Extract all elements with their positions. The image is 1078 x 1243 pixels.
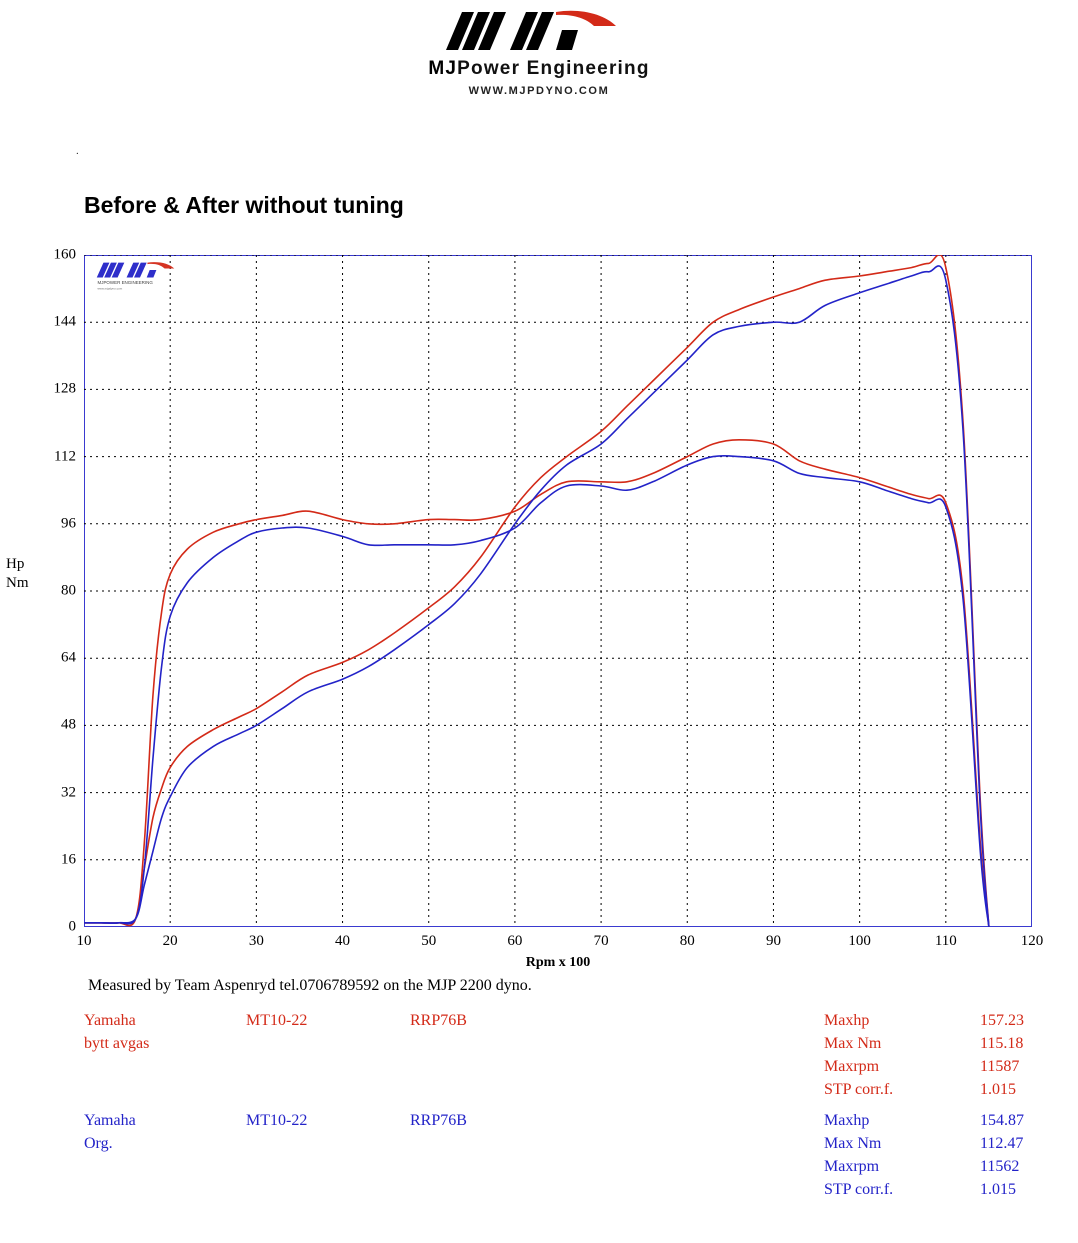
- y-tick-112: 112: [54, 448, 76, 465]
- legend-row: [84, 1112, 784, 1135]
- run1-stat-1-value: 115.18: [980, 1035, 1024, 1052]
- plot-canvas: [84, 255, 1032, 927]
- brand-url: WWW.MJPDYNO.COM: [468, 85, 610, 97]
- legend-run2-stats: [824, 1112, 1064, 1204]
- x-tick-20: 20: [162, 933, 178, 949]
- brand-title-rest: Power Engineering: [457, 58, 650, 79]
- run1-make: Yamaha: [84, 1012, 136, 1029]
- x-tick-50: 50: [421, 933, 437, 949]
- run1-stat-2-value: 11587: [980, 1058, 1020, 1075]
- legend-run1-left: [84, 1012, 784, 1058]
- legend-stat-row: [824, 1081, 1064, 1104]
- y-axis-label-hp: Hp: [6, 556, 25, 572]
- run1-code: RRP76B: [410, 1012, 467, 1029]
- x-tick-60: 60: [507, 933, 523, 949]
- y-tick-32: 32: [61, 784, 76, 801]
- y-tick-80: 80: [61, 582, 76, 599]
- x-tick-110: 110: [934, 933, 957, 949]
- run1-note: bytt avgas: [84, 1035, 150, 1052]
- stray-mark: .: [76, 145, 79, 157]
- x-tick-120: 120: [1020, 933, 1044, 949]
- legend-stat-row: [824, 1158, 1064, 1181]
- brand-header: [0, 8, 1078, 97]
- run2-stat-2-key: Maxrpm: [824, 1158, 880, 1175]
- legend-row: [84, 1035, 784, 1058]
- run2-stat-1-key: Max Nm: [824, 1135, 882, 1152]
- run1-stat-0-key: Maxhp: [824, 1012, 870, 1029]
- run1-model: MT10-22: [246, 1012, 308, 1029]
- mj-watermark-icon: [96, 261, 178, 291]
- y-axis-label: [6, 555, 29, 593]
- y-tick-0: 0: [68, 918, 76, 935]
- legend-row: [84, 1135, 784, 1158]
- brand-title: [0, 58, 1078, 80]
- x-tick-80: 80: [679, 933, 695, 949]
- x-tick-70: 70: [593, 933, 609, 949]
- mj-stripes-logo-icon: [444, 8, 634, 54]
- y-tick-128: 128: [53, 380, 76, 397]
- y-tick-64: 64: [61, 649, 76, 666]
- run1-stat-2-key: Maxrpm: [824, 1058, 880, 1075]
- legend-stat-row: [824, 1035, 1064, 1058]
- run2-make: Yamaha: [84, 1112, 136, 1129]
- legend-row: [84, 1012, 784, 1035]
- series-line-3: [84, 266, 989, 927]
- series-line-2: [84, 456, 989, 927]
- y-tick-48: 48: [61, 716, 76, 733]
- legend-stat-row: [824, 1135, 1064, 1158]
- legend-stat-row: [824, 1058, 1064, 1081]
- x-tick-100: 100: [848, 933, 871, 949]
- run2-stat-0-value: 154.87: [980, 1112, 1024, 1129]
- run2-stat-2-value: 11562: [980, 1158, 1020, 1175]
- x-axis-label: Rpm x 100: [525, 955, 591, 970]
- grid-lines: [84, 255, 1032, 927]
- legend-stat-row: [824, 1012, 1064, 1035]
- x-tick-30: 30: [248, 933, 264, 949]
- x-tick-40: 40: [335, 933, 351, 949]
- svg-text:MJPOWER ENGINEERING: MJPOWER ENGINEERING: [97, 280, 153, 286]
- x-tick-90: 90: [765, 933, 781, 949]
- legend-run1-stats: [824, 1012, 1064, 1104]
- y-tick-160: 160: [53, 246, 76, 263]
- page-title: Before & After without tuning: [84, 192, 404, 218]
- y-tick-144: 144: [53, 313, 76, 330]
- legend-stat-row: [824, 1112, 1064, 1135]
- measurement-caption: Measured by Team Aspenryd tel.0706789592 on the MJP 2200 dyno.: [88, 977, 532, 994]
- run1-stat-3-key: STP corr.f.: [824, 1081, 894, 1098]
- run1-stat-0-value: 157.23: [980, 1012, 1024, 1029]
- y-tick-96: 96: [61, 515, 76, 532]
- legend-run2-left: [84, 1112, 784, 1158]
- run2-stat-0-key: Maxhp: [824, 1112, 870, 1129]
- run2-stat-1-value: 112.47: [980, 1135, 1024, 1152]
- x-tick-10: 10: [76, 933, 92, 949]
- run2-stat-3-key: STP corr.f.: [824, 1181, 894, 1198]
- y-tick-16: 16: [61, 851, 76, 868]
- series-line-0: [84, 440, 989, 927]
- dyno-chart: [6, 246, 1044, 970]
- y-axis-label-nm: Nm: [6, 575, 29, 591]
- run2-stat-3-value: 1.015: [980, 1181, 1016, 1198]
- run1-stat-3-value: 1.015: [980, 1081, 1016, 1098]
- run1-stat-1-key: Max Nm: [824, 1035, 882, 1052]
- run2-model: MT10-22: [246, 1112, 308, 1129]
- brand-title-main: MJ: [428, 58, 458, 79]
- run2-note: Org.: [84, 1135, 113, 1152]
- svg-text:www.mjpdyno.com: www.mjpdyno.com: [97, 286, 123, 291]
- legend-stat-row: [824, 1181, 1064, 1204]
- run2-code: RRP76B: [410, 1112, 467, 1129]
